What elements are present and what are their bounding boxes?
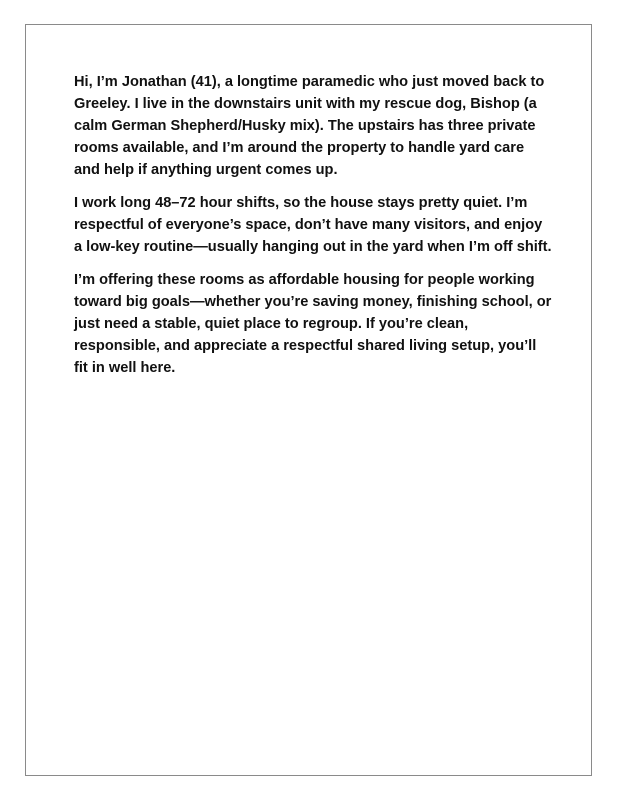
- document-body: [74, 71, 554, 390]
- schedule-paragraph: I work long 48–72 hour shifts, so the house stays pretty quiet. I’m respectful of everyone’s space, don’t have many visitors, and enjoy a low-key routine—usually hanging out in the yard when I’m off shift.: [74, 195, 552, 255]
- offer-paragraph: I’m offering these rooms as affordable housing for people working toward big goals—whether you’re saving money, finishing school, or just need a stable, quiet place to regroup. If you’re clean, responsible, and appreciate a respectful shared living setup, you’ll fit in well here.: [74, 272, 552, 376]
- intro-paragraph: Hi, I’m Jonathan (41), a longtime paramedic who just moved back to Greeley. I live in the downstairs unit with my rescue dog, Bishop (a calm German Shepherd/Husky mix). The upstairs has three private rooms available, and I’m around the property to handle yard care and help if anything urgent comes up.: [74, 74, 545, 178]
- document-page: [25, 24, 592, 776]
